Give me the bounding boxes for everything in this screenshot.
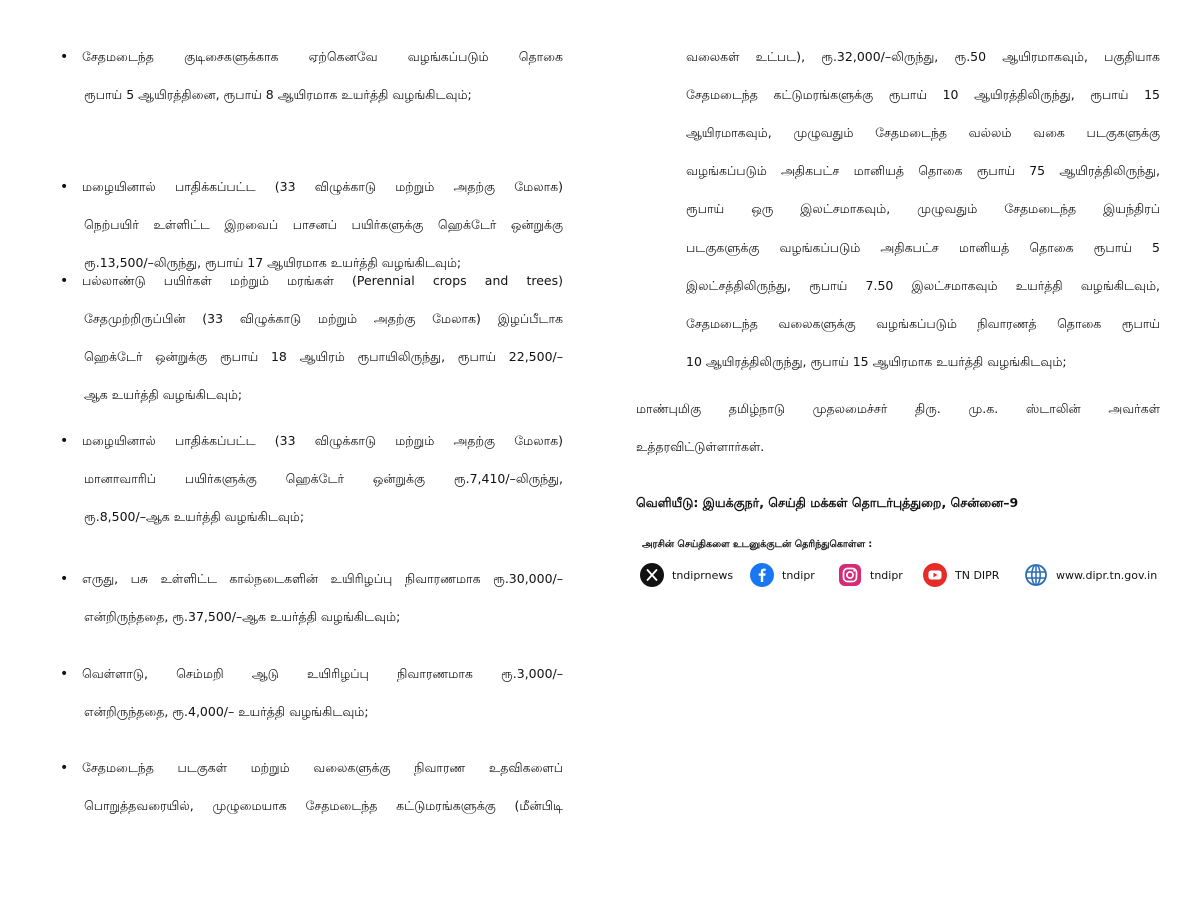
- bullet-line: பொறுத்தவரையில், முழுமையாக சேதமடைந்த கட்டுமரங்களுக்கு (மீன்பிடி: [84, 798, 563, 813]
- bullet-marker: •: [60, 666, 69, 682]
- social-caption: அரசின் செய்திகளை உடனுக்குடன் தெரிந்துகொள்ள :: [642, 539, 873, 550]
- bullet-line: சேதமடைந்த குடிசைகளுக்காக ஏற்கெனவே வழங்கப்படும் தொகை: [82, 49, 563, 64]
- release-line: வெளியீடு: இயக்குநர், செய்தி மக்கள் தொடர்புத்துறை, சென்னை–9: [636, 495, 1019, 510]
- bullet-line: பல்லாண்டு பயிர்கள் மற்றும் மரங்கள் (Perennial crops and trees): [82, 273, 563, 288]
- instagram-icon: [838, 563, 862, 587]
- social-link-youtube[interactable]: [923, 562, 999, 588]
- bullet-line: ரூ.13,500/–லிருந்து, ரூபாய் 17 ஆயிரமாக உயர்த்தி வழங்கிடவும்;: [84, 255, 462, 270]
- globe-icon: [1024, 563, 1048, 587]
- youtube-icon: [923, 563, 947, 587]
- social-links-row: [640, 562, 1160, 588]
- social-label: tndipr: [870, 568, 903, 582]
- social-label: tndiprnews: [672, 568, 734, 582]
- facebook-icon: [750, 563, 774, 587]
- social-label: tndipr: [782, 568, 815, 582]
- bullet-line: சேதமடைந்த படகுகள் மற்றும் வலைகளுக்கு நிவாரண உதவிகளைப்: [82, 760, 563, 775]
- social-label: TN DIPR: [955, 568, 1000, 582]
- social-link-x[interactable]: [640, 562, 733, 588]
- closing-line: மாண்புமிகு தமிழ்நாடு முதலமைச்சர் திரு. மு.க. ஸ்டாலின் அவர்கள்: [636, 401, 1160, 416]
- bullet-line: ரூபாய் 5 ஆயிரத்தினை, ரூபாய் 8 ஆயிரமாக உயர்த்தி வழங்கிடவும்;: [84, 87, 472, 102]
- bullet-line: ரூ.8,500/–ஆக உயர்த்தி வழங்கிடவும்;: [84, 509, 305, 524]
- bullet-line: என்றிருந்ததை, ரூ.37,500/–ஆக உயர்த்தி வழங்கிடவும்;: [84, 609, 401, 624]
- bullet-line: எருது, பசு உள்ளிட்ட கால்நடைகளின் உயிரிழப்பு நிவாரணமாக ரூ.30,000/–: [82, 571, 563, 586]
- paragraph-line: படகுகளுக்கு வழங்கப்படும் அதிகபட்ச மானியத் தொகை ரூபாய் 5: [686, 239, 1160, 255]
- bullet-line: நெற்பயிர் உள்ளிட்ட இறவைப் பாசனப் பயிர்களுக்கு ஹெக்டேர் ஒன்றுக்கு: [84, 217, 563, 232]
- bullet-marker: •: [60, 179, 69, 195]
- bullet-line: வெள்ளாடு, செம்மறி ஆடு உயிரிழப்பு நிவாரணமாக ரூ.3,000/–: [82, 666, 563, 681]
- bullet-marker: •: [60, 571, 69, 587]
- bullet-marker: •: [60, 273, 69, 289]
- closing-line: உத்தரவிட்டுள்ளார்கள்.: [636, 439, 765, 454]
- paragraph-line: 10 ஆயிரத்திலிருந்து, ரூபாய் 15 ஆயிரமாக உயர்த்தி வழங்கிடவும்;: [686, 353, 1067, 369]
- bullet-line: மழையினால் பாதிக்கப்பட்ட (33 விழுக்காடு மற்றும் அதற்கு மேலாக): [82, 179, 563, 194]
- bullet-line: என்றிருந்ததை, ரூ.4,000/– உயர்த்தி வழங்கிடவும்;: [84, 704, 369, 719]
- bullet-marker: •: [60, 760, 69, 776]
- paragraph-line: சேதமடைந்த வலைகளுக்கு வழங்கப்படும் நிவாரணத் தொகை ரூபாய்: [686, 315, 1160, 331]
- bullet-line: மானாவாரிப் பயிர்களுக்கு ஹெக்டேர் ஒன்றுக்கு ரூ.7,410/–லிருந்து,: [84, 471, 563, 486]
- social-link-facebook[interactable]: [750, 562, 815, 588]
- bullet-marker: •: [60, 49, 69, 65]
- paragraph-line: இலட்சத்திலிருந்து, ரூபாய் 7.50 இலட்சமாகவும் உயர்த்தி வழங்கிடவும்,: [686, 277, 1160, 293]
- bullet-line: ஆக உயர்த்தி வழங்கிடவும்;: [84, 387, 243, 402]
- bullet-line: ஹெக்டேர் ஒன்றுக்கு ரூபாய் 18 ஆயிரம் ரூபாயிலிருந்து, ரூபாய் 22,500/–: [84, 349, 563, 364]
- social-label: www.dipr.tn.gov.in: [1056, 568, 1158, 582]
- social-link-globe[interactable]: [1024, 562, 1157, 588]
- social-link-instagram[interactable]: [838, 562, 903, 588]
- x-icon: [640, 563, 664, 587]
- bullet-marker: •: [60, 433, 69, 449]
- paragraph-line: வலைகள் உட்பட), ரூ.32,000/–லிருந்து, ரூ.50 ஆயிரமாகவும், பகுதியாக: [686, 49, 1160, 64]
- paragraph-line: வழங்கப்படும் அதிகபட்ச மானியத் தொகை ரூபாய் 75 ஆயிரத்திலிருந்து,: [686, 163, 1160, 179]
- bullet-line: மழையினால் பாதிக்கப்பட்ட (33 விழுக்காடு மற்றும் அதற்கு மேலாக): [82, 433, 563, 448]
- paragraph-line: சேதமடைந்த கட்டுமரங்களுக்கு ரூபாய் 10 ஆயிரத்திலிருந்து, ரூபாய் 15: [686, 87, 1160, 103]
- paragraph-line: ரூபாய் ஒரு இலட்சமாகவும், முழுவதும் சேதமடைந்த இயந்திரப்: [686, 201, 1160, 217]
- paragraph-line: ஆயிரமாகவும், முழுவதும் சேதமடைந்த வல்லம் வகை படகுகளுக்கு: [686, 125, 1160, 141]
- bullet-line: சேதமுற்றிருப்பின் (33 விழுக்காடு மற்றும் அதற்கு மேலாக) இழப்பீடாக: [84, 311, 563, 326]
